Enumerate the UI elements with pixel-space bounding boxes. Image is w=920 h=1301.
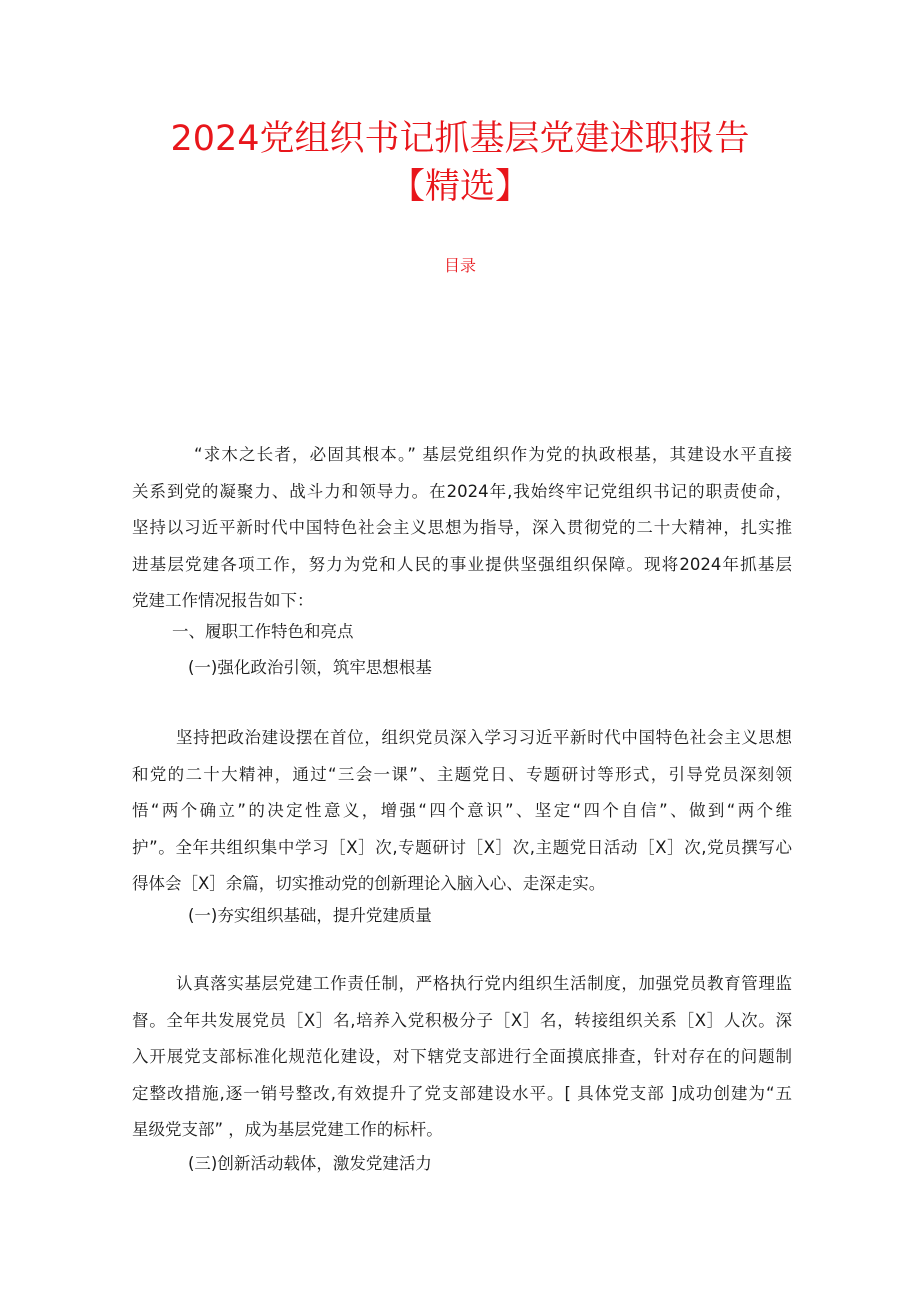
paragraph-2 xyxy=(132,966,792,1149)
intro-line: 党建工作情况报告如下： xyxy=(132,591,314,610)
para1-line: 悟“两个确立”的决定性意义，增强“四个意识”、坚定“四个自信”、做到“两个维 xyxy=(132,801,792,820)
para2-line: 定整改措施,逐一销号整改,有效提升了党支部建设水平。[ 具体党支部 ]成功创建为“五 xyxy=(132,1083,792,1103)
para1-line: 和党的二十大精神，通过“三会一课”、主题党日、专题研讨等形式，引导党员深刻领 xyxy=(132,764,792,784)
intro-line: 关系到党的凝聚力、战斗力和领导力。在2024年,我始终牢记党组织书记的职责使命， xyxy=(132,481,792,501)
para1-line: 得体会［X］余篇，切实推动党的创新理论入脑入心、走深走实。 xyxy=(132,874,606,893)
document-title-line1: 2024党组织书记抓基层党建述职报告 xyxy=(170,119,750,159)
intro-paragraph xyxy=(132,437,792,620)
toc-heading: 目录 xyxy=(443,256,476,275)
section1-heading: 一、履职工作特色和亮点 xyxy=(172,622,354,641)
intro-line: 进基层党建各项工作，努力为党和人民的事业提供坚强组织保障。现将2024年抓基层 xyxy=(132,554,792,574)
para2-line: 星级党支部” ，成为基层党建工作的标杆。 xyxy=(132,1120,443,1139)
intro-line: “求木之长者，必固其根本。” 基层党组织作为党的执政根基，其建设水平直接 xyxy=(194,445,792,464)
document-title-line2: 【精选】 xyxy=(389,167,530,207)
sub2-heading: (一)夯实组织基础，提升党建质量 xyxy=(188,906,432,925)
sub1-heading: (一)强化政治引领，筑牢思想根基 xyxy=(188,658,432,677)
para1-line: 坚持把政治建设摆在首位，组织党员深入学习习近平新时代中国特色社会主义思想 xyxy=(176,728,792,747)
sub3-heading: (三)创新活动载体，激发党建活力 xyxy=(188,1154,432,1173)
paragraph-1 xyxy=(132,720,792,903)
para1-line: 护”。全年共组织集中学习［X］次,专题研讨［X］次,主题党日活动［X］次,党员撰写心 xyxy=(132,837,792,857)
para2-line: 认真落实基层党建工作责任制，严格执行党内组织生活制度，加强党员教育管理监 xyxy=(176,974,792,993)
para2-line: 督。全年共发展党员［X］名,培养入党积极分子［X］名，转接组织关系［X］人次。深 xyxy=(132,1010,792,1030)
para2-line: 入开展党支部标准化规范化建设，对下辖党支部进行全面摸底排查，针对存在的问题制 xyxy=(132,1047,792,1066)
intro-line: 坚持以习近平新时代中国特色社会主义思想为指导，深入贯彻党的二十大精神，扎实推 xyxy=(132,518,792,537)
